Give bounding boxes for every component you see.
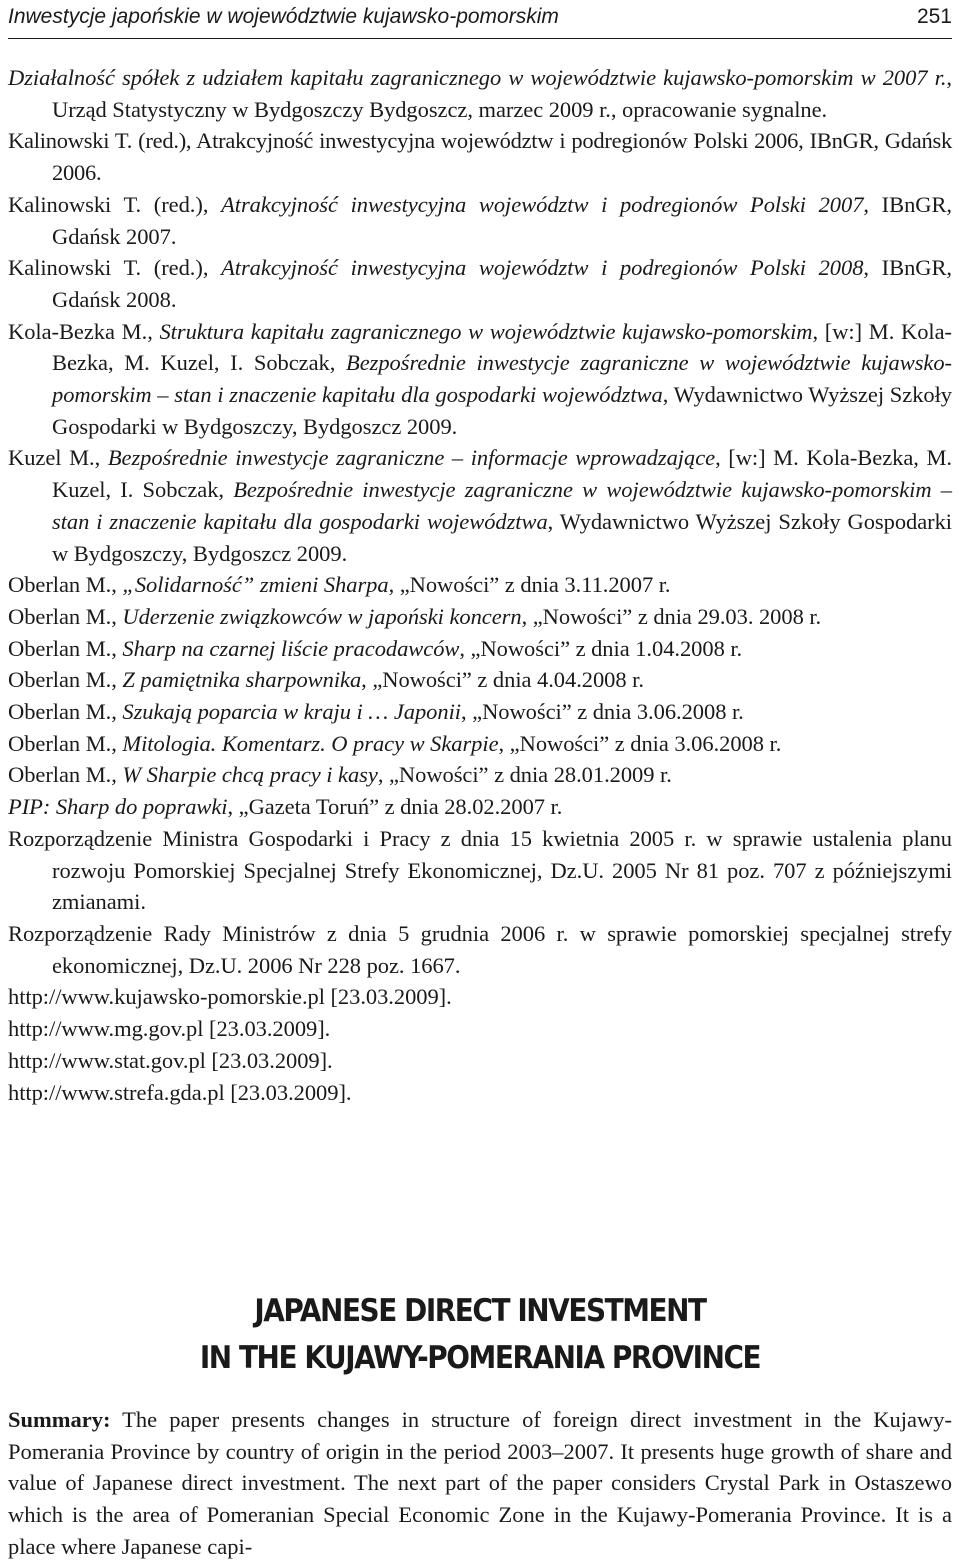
reference-entry <box>8 918 952 981</box>
reference-entry <box>8 125 952 188</box>
english-title <box>48 1288 912 1382</box>
reference-text: Oberlan M., <box>8 572 123 598</box>
reference-entry <box>8 696 952 728</box>
reference-entry <box>8 1045 952 1077</box>
reference-title: Bezpośrednie inwestycje zagraniczne w województwie kujawsko-pomorskim – stan i znaczenie kapitału dla gospodarki województwa <box>52 477 952 534</box>
reference-text: , „Nowości” z dnia 1.04.2008 r. <box>459 635 743 661</box>
reference-text: Kalinowski T. (red.), Atrakcyjność inwestycyjna województw i podregionów Polski 2006, IBnGR, Gdańsk 2006. <box>8 128 952 186</box>
reference-entry <box>8 442 952 569</box>
reference-title: Bezpośrednie inwestycje zagraniczne – informacje wprowadzające <box>107 445 716 471</box>
running-header <box>8 2 952 32</box>
reference-text: Kola-Bezka M., <box>8 318 160 344</box>
reference-text: Oberlan M., <box>8 635 123 661</box>
header-rule <box>8 38 952 39</box>
summary-text: The paper presents changes in structure of foreign direct investment in the Kujawy-Pomerania Province by country of origin in the period 2003–2007. It presents huge growth of share and value of Japanese direct investment. The next part of the paper considers Crystal Park in Ostaszewo which is the area of Pomeranian Special Economic Zone in the Kujawy-Pomerania Province. It is a place where Japanese capi- <box>8 1407 952 1559</box>
reference-text: , „Nowości” z dnia 3.06.2008 r. <box>460 699 744 725</box>
reference-text: http://www.mg.gov.pl [23.03.2009]. <box>8 1016 331 1042</box>
summary-paragraph <box>8 1404 952 1563</box>
reference-entry <box>8 601 952 633</box>
reference-entry <box>8 316 952 443</box>
reference-entry <box>8 189 952 252</box>
reference-text: http://www.stat.gov.pl [23.03.2009]. <box>8 1047 333 1073</box>
reference-text: Rozporządzenie Rady Ministrów z dnia 5 grudnia 2006 r. w sprawie pomorskiej specjalnej strefy ekonomicznej, Dz.U. 2006 Nr 228 poz. 1667. <box>8 920 952 978</box>
reference-entry <box>8 633 952 665</box>
reference-text: , IBnGR, Gdańsk 2007. <box>52 191 953 249</box>
reference-text: , IBnGR, Gdańsk 2008. <box>52 255 953 312</box>
reference-title: PIP: Sharp do poprawki <box>8 794 228 820</box>
reference-text: , Urząd Statystyczny w Bydgoszczy Bydgoszcz, marzec 2009 r., opracowanie sygnalne. <box>52 65 952 122</box>
reference-text: Kalinowski T. (red.), <box>8 255 222 281</box>
reference-entry <box>8 1077 952 1109</box>
reference-text: Oberlan M., <box>8 762 123 788</box>
reference-text: , „Nowości” z dnia 3.06.2008 r. <box>498 730 782 756</box>
reference-text: Rozporządzenie Ministra Gospodarki i Pracy z dnia 15 kwietnia 2005 r. w sprawie ustalenia planu rozwoju Pomorskiej Specjalnej Strefy Ekonomicznej, Dz.U. 2005 Nr 81 poz. 707 z późniejszymi zmianami. <box>8 825 952 915</box>
reference-title: Atrakcyjność inwestycyjna województw i podregionów Polski 2007 <box>221 191 864 217</box>
reference-entry <box>8 62 952 125</box>
reference-text: http://www.strefa.gda.pl [23.03.2009]. <box>8 1079 352 1105</box>
reference-title: Szukają poparcia w kraju i … Japonii <box>122 699 461 725</box>
english-title-line-1: JAPANESE DIRECT INVESTMENT <box>254 1293 706 1329</box>
reference-text: Oberlan M., <box>8 730 123 756</box>
reference-text: , Wydawnictwo Wyższej Szkoły Gospodarki w Bydgoszczy, Bydgoszcz 2009. <box>52 382 953 439</box>
reference-entry <box>8 791 952 823</box>
reference-text: , „Nowości” z dnia 4.04.2008 r. <box>361 667 644 693</box>
reference-entry <box>8 569 952 601</box>
english-title-line-2: IN THE KUJAWY-POMERANIA PROVINCE <box>199 1340 761 1376</box>
reference-title: Sharp na czarnej liście pracodawców <box>122 635 460 661</box>
bibliography <box>8 62 952 1108</box>
reference-title: Działalność spółek z udziałem kapitału zagranicznego w województwie kujawsko-pomorskim w 2007 r. <box>8 65 947 90</box>
reference-text: Kalinowski T. (red.), <box>8 191 222 217</box>
reference-title: Uderzenie związkowców w japoński koncern <box>122 603 522 629</box>
reference-text: , [w:] M. Kola-Bezka, M. Kuzel, I. Sobczak, <box>52 318 952 376</box>
reference-text: Oberlan M., <box>8 667 123 693</box>
reference-text: , „Nowości” z dnia 28.01.2009 r. <box>377 762 672 788</box>
running-title: Inwestycje japońskie w województwie kujawsko-pomorskim <box>8 5 559 28</box>
reference-title: Z pamiętnika sharpownika <box>122 667 362 693</box>
reference-text: , „Nowości” z dnia 3.11.2007 r. <box>388 572 671 598</box>
reference-entry <box>8 1013 952 1045</box>
page-number: 251 <box>916 5 952 28</box>
reference-title: Atrakcyjność inwestycyjna województw i podregionów Polski 2008 <box>221 255 864 281</box>
reference-entry <box>8 728 952 760</box>
reference-entry <box>8 252 952 315</box>
reference-title: Mitologia. Komentarz. O pracy w Skarpie <box>122 730 499 756</box>
reference-text: , „Nowości” z dnia 29.03. 2008 r. <box>521 603 822 629</box>
reference-title: W Sharpie chcą pracy i kasy <box>122 762 378 788</box>
summary-label: Summary: <box>8 1407 111 1432</box>
reference-text: , „Gazeta Toruń” z dnia 28.02.2007 r. <box>227 794 563 820</box>
reference-text: Oberlan M., <box>8 699 123 725</box>
reference-entry <box>8 664 952 696</box>
reference-text: http://www.kujawsko-pomorskie.pl [23.03.2009]. <box>8 984 452 1010</box>
reference-text: Kuzel M., <box>8 445 108 471</box>
reference-entry <box>8 981 952 1013</box>
reference-text: , [w:] M. Kola-Bezka, M. Kuzel, I. Sobczak, <box>52 445 952 503</box>
reference-entry <box>8 759 952 791</box>
reference-text: Oberlan M., <box>8 603 123 629</box>
reference-entry <box>8 823 952 918</box>
reference-title: Struktura kapitału zagranicznego w województwie kujawsko-pomorskim <box>159 318 813 344</box>
reference-title: „Solidarność” zmieni Sharpa <box>122 572 389 598</box>
reference-text: , Wydawnictwo Wyższej Szkoły Gospodarki w Bydgoszczy, Bydgoszcz 2009. <box>52 508 952 566</box>
reference-title: Bezpośrednie inwestycje zagraniczne w województwie kujawsko-pomorskim – stan i znaczenie kapitału dla gospodarki województwa <box>52 350 952 408</box>
